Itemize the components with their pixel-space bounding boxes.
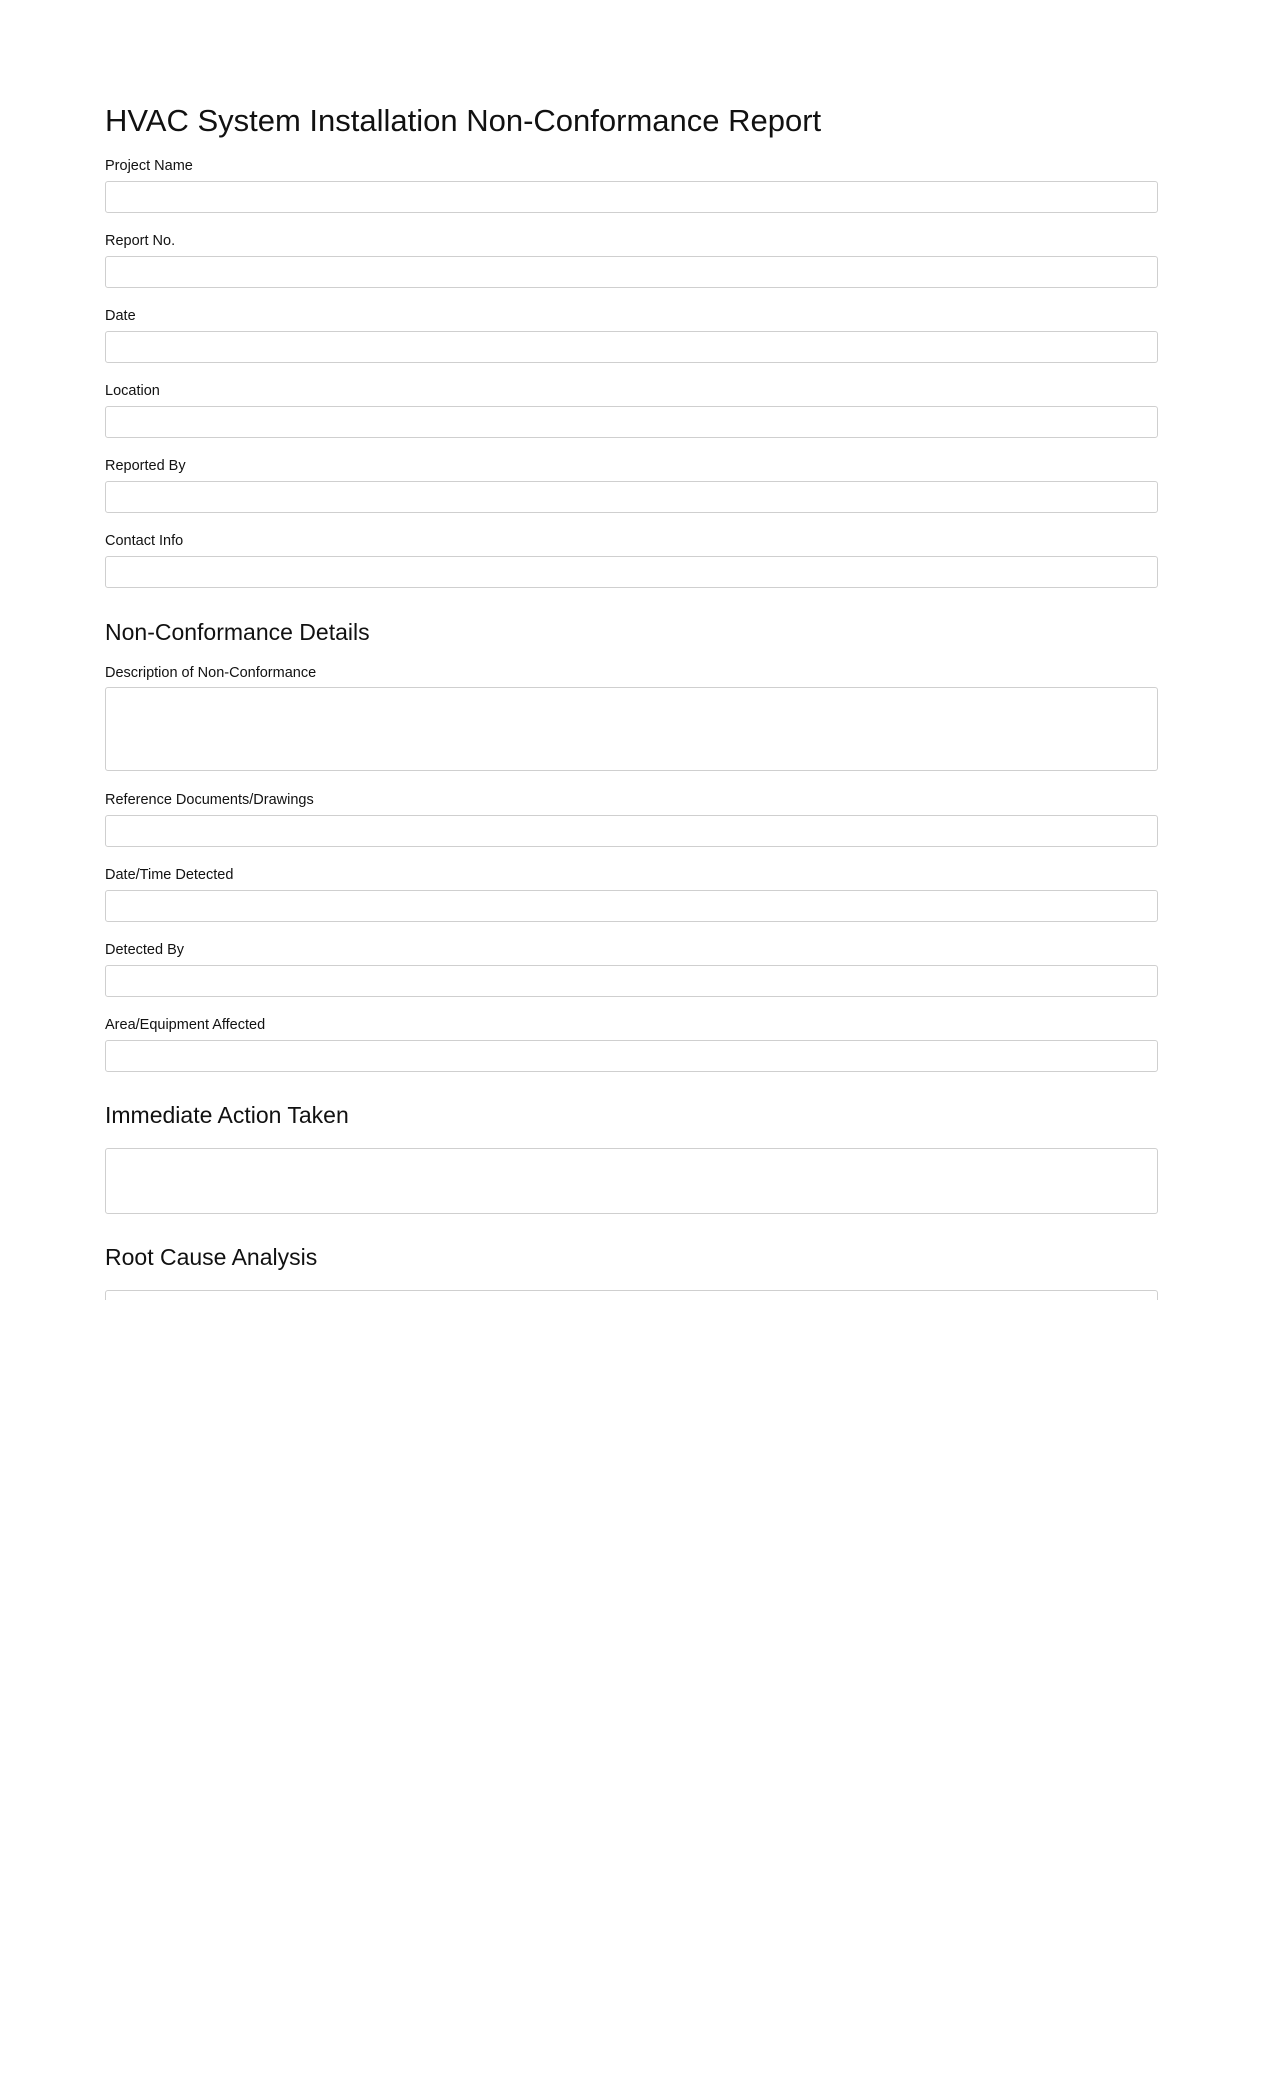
location-input[interactable] bbox=[105, 406, 1158, 438]
detected-by-label: Detected By bbox=[105, 942, 184, 958]
reported-by-label: Reported By bbox=[105, 458, 186, 474]
report-no-input[interactable] bbox=[105, 256, 1158, 288]
datetime-detected-label: Date/Time Detected bbox=[105, 867, 234, 883]
datetime-detected-input[interactable] bbox=[105, 890, 1158, 922]
reference-documents-label: Reference Documents/Drawings bbox=[105, 792, 314, 808]
project-name-label: Project Name bbox=[105, 158, 193, 174]
page-title: HVAC System Installation Non-Conformance Report bbox=[105, 103, 822, 138]
report-form bbox=[105, 0, 1158, 1300]
area-affected-input[interactable] bbox=[105, 1040, 1158, 1072]
reference-documents-input[interactable] bbox=[105, 815, 1158, 847]
contact-info-input[interactable] bbox=[105, 556, 1158, 588]
root-cause-textarea[interactable] bbox=[105, 1290, 1158, 1300]
location-label: Location bbox=[105, 383, 160, 399]
root-cause-heading: Root Cause Analysis bbox=[105, 1244, 318, 1270]
date-input[interactable] bbox=[105, 331, 1158, 363]
reported-by-input[interactable] bbox=[105, 481, 1158, 513]
date-label: Date bbox=[105, 308, 136, 324]
description-textarea[interactable] bbox=[105, 687, 1158, 771]
immediate-action-textarea[interactable] bbox=[105, 1148, 1158, 1214]
non-conformance-details-heading: Non-Conformance Details bbox=[105, 619, 370, 645]
report-no-label: Report No. bbox=[105, 233, 176, 249]
immediate-action-heading: Immediate Action Taken bbox=[105, 1102, 349, 1128]
area-affected-label: Area/Equipment Affected bbox=[105, 1017, 266, 1033]
contact-info-label: Contact Info bbox=[105, 533, 184, 549]
project-name-input[interactable] bbox=[105, 181, 1158, 213]
description-label: Description of Non-Conformance bbox=[105, 665, 317, 681]
detected-by-input[interactable] bbox=[105, 965, 1158, 997]
